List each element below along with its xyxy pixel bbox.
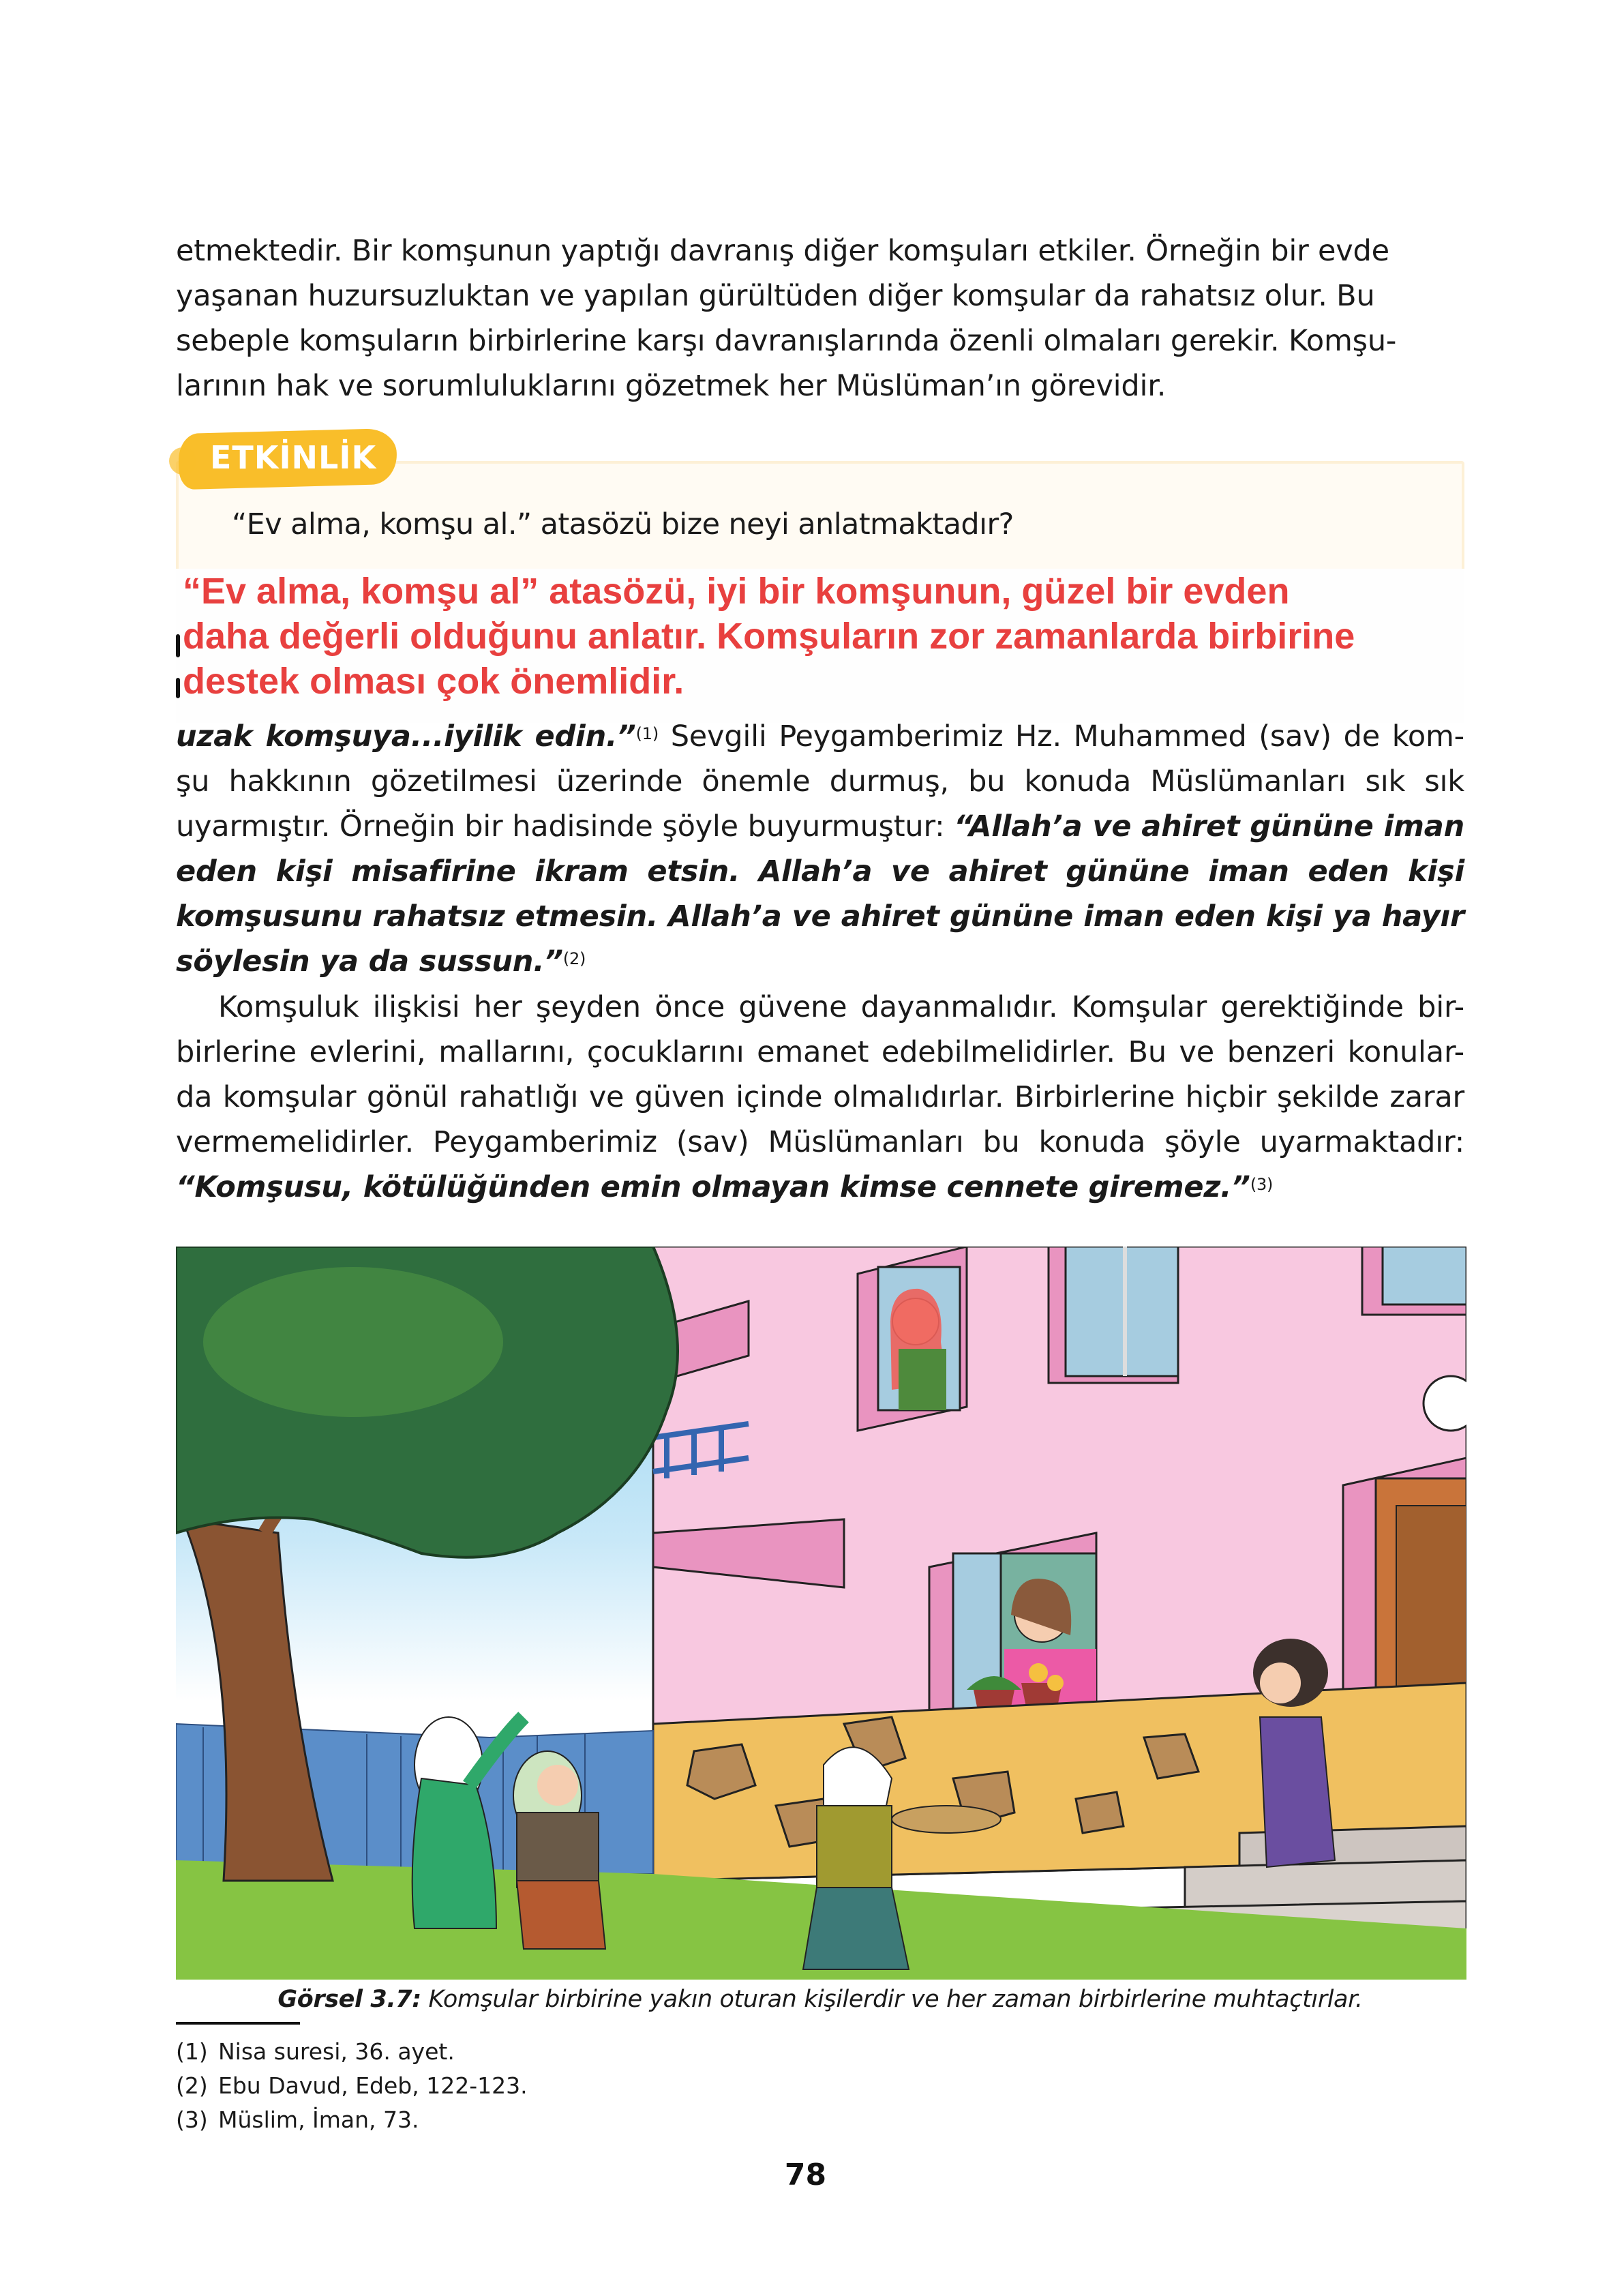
figure-label: Görsel 3.7: xyxy=(277,1986,421,2013)
answer-line: “Ev alma, komşu al” atasözü, iyi bir komşunun, güzel bir evden xyxy=(183,571,1290,612)
answer-line: destek olması çok önemlidir. xyxy=(183,661,684,702)
paragraph-text: Komşuluk ilişkisi her şeyden önce güvene dayanmalıdır. Komşular gerektiğinde bir-birlerine evlerini, mallarını, çocuklarını emanet edebilmelidirler. Bu ve benzeri konular-da komşular gönül rahatlığı ve güven içinde olmalıdırlar. Birbirlerine hiçbir şekilde zarar vermemelidirler. Peygamberimiz (sav) Müslümanları bu konuda şöyle uyarmaktadır: xyxy=(176,990,1464,1159)
activity-question: “Ev alma, komşu al.” atasözü bize neyi anlatmaktadır? xyxy=(232,507,1014,541)
verse-quote: uzak komşuya...iyilik edin.” xyxy=(176,719,636,754)
footnote-ref[interactable]: (2) xyxy=(562,949,586,968)
footnote-item xyxy=(176,2035,528,2069)
footnote-text: Nisa suresi, 36. ayet. xyxy=(218,2038,455,2065)
covered-text-fragment xyxy=(176,678,180,698)
footnote-number: (3) xyxy=(176,2106,208,2133)
intro-paragraph xyxy=(176,228,1464,408)
footnote-number: (1) xyxy=(176,2038,208,2065)
answer-line: daha değerli olduğunu anlatır. Komşuların zor zamanlarda birbirine xyxy=(183,616,1355,657)
footnote-item xyxy=(176,2103,528,2137)
hadith-quote: “Komşusu, kötülüğünden emin olmayan kimse cennete giremez.” xyxy=(176,1170,1250,1204)
hadith-quote: “Allah’a ve ahiret gününe iman eden kişi misafirine ikram etsin. Allah’a ve ahiret gününe iman eden kişi komşusunu rahatsız etmesin. Allah’a ve ahiret gününe iman eden kişi ya hayır söylesin ya da sussun.” xyxy=(176,809,1464,979)
paragraph-text: Sevgili Peygamberimiz Hz. Muhammed (sav) de kom-şu hakkının gözetilmesi üzerinde önemle durmuş, bu konuda Müslümanları sık sık uyarmıştır. Örneğin bir hadisinde şöyle buyurmuştur: xyxy=(176,719,1464,844)
footnote-item xyxy=(176,2069,528,2103)
covered-text-fragment xyxy=(176,634,180,657)
intro-line: larının hak ve sorumluluklarını gözetmek her Müslüman’ın görevidir. xyxy=(176,369,1166,403)
page-number: 78 xyxy=(784,2158,827,2192)
paragraph-trust xyxy=(176,985,1464,1210)
figure-caption xyxy=(176,1986,1464,2013)
footnote-ref[interactable]: (1) xyxy=(635,724,659,743)
paragraph-hadith xyxy=(176,714,1464,984)
neighbors-illustration xyxy=(176,1247,1466,1980)
activity-answer[interactable] xyxy=(176,569,1464,723)
footnote-text: Müslim, İman, 73. xyxy=(218,2106,419,2133)
paragraph-body xyxy=(176,714,1464,984)
footnote-text: Ebu Davud, Edeb, 122-123. xyxy=(218,2072,528,2099)
paragraph-body xyxy=(176,985,1464,1210)
illustration-scene-icon xyxy=(176,1247,1466,1980)
figure-caption-text: Komşular birbirine yakın oturan kişilerdir ve her zaman birbirlerine muhtaçtırlar. xyxy=(421,1986,1363,2013)
activity-tag-label: ETKİNLİK xyxy=(210,439,377,476)
footnote-number: (2) xyxy=(176,2072,208,2099)
footnote-divider xyxy=(176,2022,300,2025)
intro-line: sebeple komşuların birbirlerine karşı davranışlarında özenli olmaları gerekir. Komşu- xyxy=(176,324,1397,358)
intro-line: yaşanan huzursuzluktan ve yapılan gürültüden diğer komşular da rahatsız olur. Bu xyxy=(176,279,1375,313)
activity-tag xyxy=(179,431,397,487)
intro-line: etmektedir. Bir komşunun yaptığı davranış diğer komşuları etkiler. Örneğin bir evde xyxy=(176,234,1389,268)
footnote-ref[interactable]: (3) xyxy=(1250,1175,1274,1194)
footnotes xyxy=(176,2035,528,2137)
